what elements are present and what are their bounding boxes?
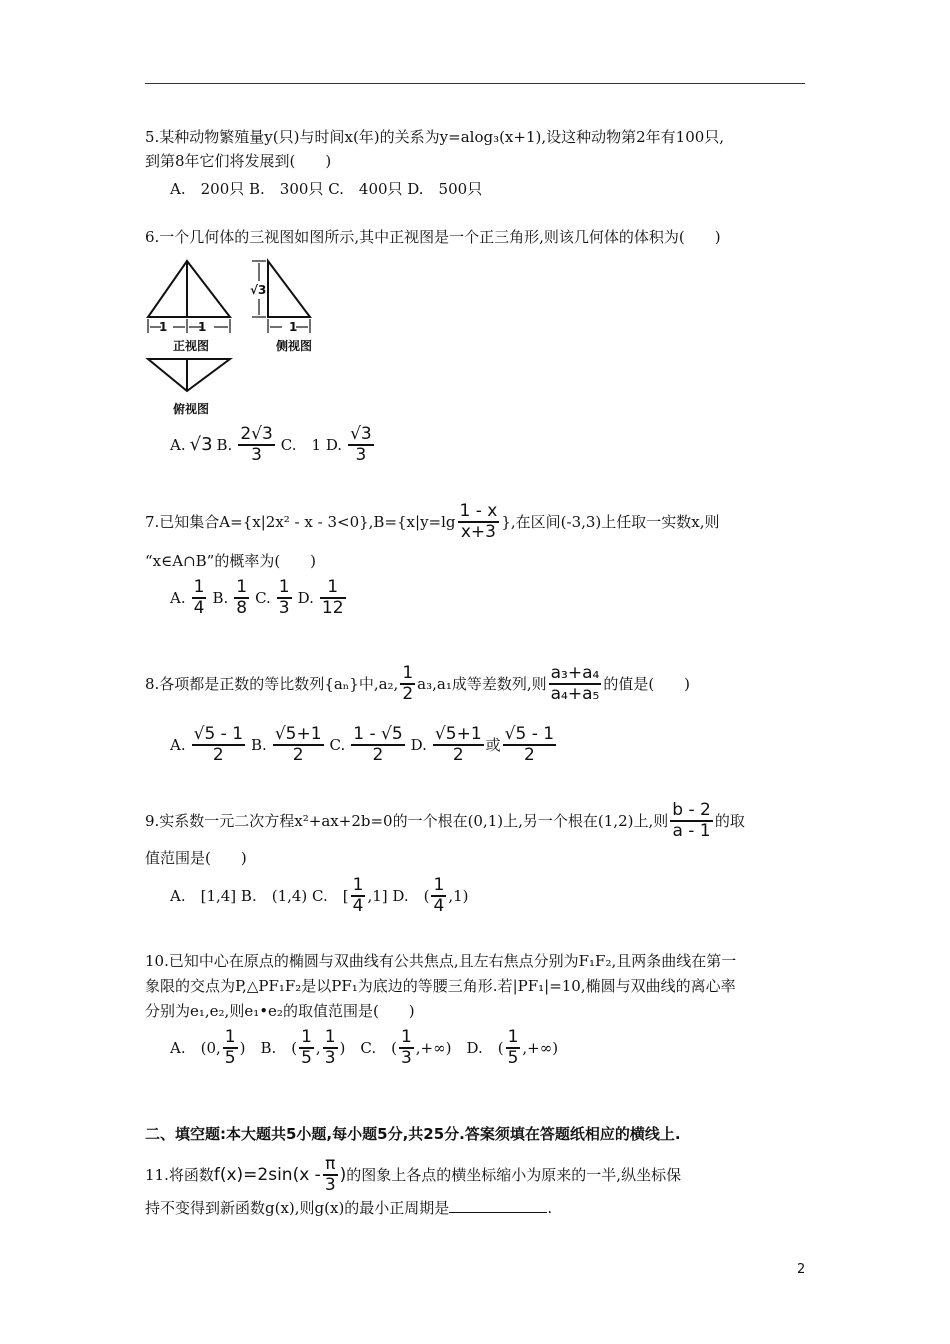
q11-stem-line1 bbox=[145, 1155, 681, 1195]
fraction-denominator: 5 bbox=[507, 1047, 519, 1068]
q8-option-d-or: 或 bbox=[485, 736, 501, 755]
fraction-denominator: 4 bbox=[193, 597, 205, 618]
fraction-denominator: 3 bbox=[324, 1174, 336, 1195]
page-number: 2 bbox=[797, 1262, 806, 1277]
fraction-denominator: 2 bbox=[452, 744, 464, 765]
fraction-numerator: 1 bbox=[324, 1027, 336, 1047]
q8-stem-c: 的值是( ) bbox=[603, 674, 691, 693]
q6-option-a-value: √3 bbox=[189, 434, 213, 456]
q7-option-c-fraction bbox=[277, 578, 292, 618]
fraction-denominator: 2 bbox=[212, 744, 224, 765]
q7-set-fraction bbox=[458, 502, 500, 542]
q10-option-b2-fraction bbox=[323, 1028, 338, 1068]
q8-option-a-label: A. bbox=[170, 735, 186, 754]
section-heading: 二、填空题:本大题共5小题,每小题5分,共25分.答案须填在答题纸相应的横线上. bbox=[145, 1125, 681, 1143]
q6-option-c-d-label: C. 1 D. bbox=[280, 436, 343, 455]
q9-option-d-tail: ,1) bbox=[448, 886, 469, 905]
q9-stem-b: 的取 bbox=[714, 811, 745, 830]
q8-option-d1-fraction bbox=[433, 725, 484, 765]
q11-stem-a: 11.将函数 bbox=[145, 1165, 214, 1184]
fraction-denominator: 4 bbox=[352, 895, 364, 916]
q9-option-a-b-c: A. [1,4] B. (1,4) C. [ bbox=[170, 887, 349, 906]
q7-stem-line1 bbox=[145, 502, 720, 542]
q10-stem-line3: 分别为e₁,e₂,则e₁•e₂的取值范围是( ) bbox=[145, 1002, 415, 1020]
fraction-denominator: 2 bbox=[372, 744, 384, 765]
q10-option-b-label: ) B. ( bbox=[239, 1039, 298, 1058]
top-view-label: 俯视图 bbox=[173, 402, 210, 416]
q7-option-c-label: C. bbox=[255, 588, 271, 607]
fraction-denominator: a - 1 bbox=[672, 820, 711, 841]
side-view-dimension bbox=[252, 261, 310, 333]
q10-options bbox=[170, 1028, 558, 1068]
q10-option-a-label: A. (0, bbox=[170, 1039, 221, 1058]
fraction-numerator: b - 2 bbox=[672, 800, 711, 820]
fraction-denominator: x+3 bbox=[460, 521, 496, 542]
fraction-numerator: 1 bbox=[278, 577, 290, 597]
q8-options bbox=[170, 725, 558, 765]
fraction-denominator: 3 bbox=[355, 444, 367, 465]
fraction-numerator: 1 bbox=[236, 577, 248, 597]
fraction-numerator: 1 - x bbox=[459, 501, 498, 521]
fraction-numerator: 1 bbox=[224, 1027, 236, 1047]
front-view-label: 正视图 bbox=[173, 339, 210, 353]
fraction-numerator: 1 bbox=[400, 1027, 412, 1047]
fraction-numerator: 1 bbox=[507, 1027, 519, 1047]
fraction-numerator: 1 bbox=[193, 577, 205, 597]
q11-pi-fraction bbox=[323, 1155, 338, 1195]
fraction-numerator: √5+1 bbox=[274, 724, 322, 744]
q10-option-d-label: ,+∞) D. ( bbox=[415, 1039, 504, 1058]
q11-stem-line2-text: 持不变得到新函数g(x),则g(x)的最小正周期是 bbox=[145, 1199, 450, 1217]
q10-option-d-tail: ,+∞) bbox=[522, 1038, 559, 1057]
q6-option-a-label: A. bbox=[170, 435, 186, 454]
fraction-denominator: 5 bbox=[224, 1047, 236, 1068]
three-view-figure bbox=[140, 255, 330, 417]
q5-options: A. 200只 B. 300只 C. 400只 D. 500只 bbox=[170, 180, 483, 198]
top-view bbox=[148, 359, 230, 391]
fraction-denominator: 8 bbox=[236, 597, 248, 618]
fraction-denominator: 2 bbox=[523, 744, 535, 765]
q10-option-b1-fraction bbox=[299, 1028, 314, 1068]
q9-option-c-fraction bbox=[351, 876, 366, 916]
q10-option-c-fraction bbox=[399, 1028, 414, 1068]
q8-ratio-fraction bbox=[549, 664, 602, 704]
q5-stem-line2: 到第8年它们将发展到( ) bbox=[145, 152, 332, 170]
fraction-denominator: 2 bbox=[292, 744, 304, 765]
fraction-denominator: 4 bbox=[433, 895, 445, 916]
q7-option-b-fraction bbox=[234, 578, 249, 618]
fraction-numerator: π bbox=[325, 1154, 336, 1174]
fraction-numerator: 1 bbox=[352, 875, 364, 895]
q10-stem-line1: 10.已知中心在原点的椭圆与双曲线有公共焦点,且左右焦点分别为F₁F₂,且两条曲线在第一 bbox=[145, 952, 737, 970]
fraction-numerator: a₃+a₄ bbox=[550, 663, 600, 683]
side-dim-label: 1 bbox=[289, 320, 298, 334]
fraction-denominator: 2 bbox=[402, 683, 414, 704]
fraction-numerator: √5 - 1 bbox=[193, 724, 244, 744]
q8-half-fraction bbox=[400, 664, 415, 704]
q8-option-d2-fraction bbox=[503, 725, 556, 765]
q11-stem-b: 的图象上各点的横坐标缩小为原来的一半,纵坐标保 bbox=[346, 1165, 682, 1184]
q9-stem-line1 bbox=[145, 801, 745, 841]
q6-option-d-fraction bbox=[348, 425, 374, 465]
fraction-numerator: 2√3 bbox=[240, 424, 273, 444]
side-height-label: √3 bbox=[250, 283, 267, 297]
fraction-denominator: 3 bbox=[400, 1047, 412, 1068]
fraction-denominator: a₄+a₅ bbox=[550, 683, 600, 704]
q10-option-b-comma: , bbox=[315, 1038, 321, 1057]
front-dim-label-2: 1 bbox=[198, 320, 207, 334]
q8-option-b-label: B. bbox=[251, 735, 267, 754]
q9-option-c-tail: ,1] D. ( bbox=[367, 887, 430, 906]
q9-option-d-fraction bbox=[431, 876, 446, 916]
q8-option-a-fraction bbox=[192, 725, 245, 765]
q8-option-c-fraction bbox=[351, 725, 404, 765]
fraction-numerator: √3 bbox=[350, 424, 372, 444]
q7-options bbox=[170, 578, 348, 618]
q11-stem-line2-end: . bbox=[547, 1199, 553, 1217]
q7-option-d-label: D. bbox=[297, 588, 314, 607]
q9-stem-a: 9.实系数一元二次方程x²+ax+2b=0的一个根在(0,1)上,另一个根在(1,2)上,则 bbox=[145, 811, 669, 830]
fraction-denominator: 3 bbox=[324, 1047, 336, 1068]
q10-option-a-fraction bbox=[223, 1028, 238, 1068]
fraction-numerator: √5 - 1 bbox=[504, 724, 555, 744]
side-view-label: 侧视图 bbox=[276, 339, 313, 353]
fraction-denominator: 12 bbox=[321, 597, 344, 618]
q11-function-close: ) bbox=[339, 1164, 347, 1185]
fraction-numerator: √5+1 bbox=[434, 724, 482, 744]
q8-option-b-fraction bbox=[273, 725, 324, 765]
q11-stem-line2 bbox=[145, 1198, 552, 1218]
fraction-denominator: 5 bbox=[301, 1047, 312, 1068]
q7-stem-a: 7.已知集合A={x|2x² - x - 3<0},B={x|y=lg bbox=[145, 512, 456, 531]
fraction-denominator: 3 bbox=[251, 444, 262, 465]
q9-stem-line2: 值范围是( ) bbox=[145, 849, 247, 867]
answer-blank[interactable] bbox=[449, 1198, 547, 1213]
q6-stem: 6.一个几何体的三视图如图所示,其中正视图是一个正三角形,则该几何体的体积为( ) bbox=[145, 228, 721, 246]
q6-option-b-label: B. bbox=[216, 435, 233, 454]
fraction-numerator: 1 bbox=[301, 1027, 312, 1047]
fraction-numerator: 1 bbox=[402, 663, 414, 683]
fraction-numerator: 1 bbox=[433, 875, 445, 895]
q7-option-d-fraction bbox=[320, 578, 346, 618]
q8-stem bbox=[145, 664, 690, 704]
q6-option-b-fraction bbox=[238, 425, 274, 465]
q7-option-a-fraction bbox=[192, 578, 207, 618]
q11-function: f(x)=2sin(x - bbox=[213, 1164, 321, 1185]
q7-stem-line2: “x∈A∩B”的概率为( ) bbox=[145, 552, 317, 570]
side-view bbox=[268, 261, 310, 317]
q10-stem-line2: 象限的交点为P,△PF₁F₂是以PF₁为底边的等腰三角形.若|PF₁|=10,椭圆与双曲线的离心率 bbox=[145, 977, 736, 995]
q6-options bbox=[170, 425, 376, 465]
header-rule bbox=[145, 83, 805, 84]
q7-option-a-label: A. bbox=[170, 588, 186, 607]
q8-option-d-label: D. bbox=[410, 735, 427, 754]
q8-stem-a: 8.各项都是正数的等比数列{aₙ}中,a₂, bbox=[145, 674, 399, 693]
q8-option-c-label: C. bbox=[329, 735, 346, 754]
front-dim-label-1: 1 bbox=[159, 320, 168, 334]
fraction-denominator: 3 bbox=[278, 597, 290, 618]
q10-option-c-label: ) C. ( bbox=[339, 1039, 397, 1058]
q7-option-b-label: B. bbox=[212, 588, 229, 607]
front-view bbox=[148, 261, 230, 317]
q10-option-d-fraction bbox=[506, 1028, 521, 1068]
q9-slope-fraction bbox=[670, 801, 713, 841]
fraction-numerator: 1 bbox=[327, 577, 339, 597]
fraction-numerator: 1 - √5 bbox=[353, 724, 403, 744]
q7-stem-b: },在区间(-3,3)上任取一实数x,则 bbox=[501, 512, 720, 531]
q9-options bbox=[170, 876, 468, 916]
q5-stem-line1: 5.某种动物繁殖量y(只)与时间x(年)的关系为y=alog₃(x+1),设这种动物第2年有100只, bbox=[145, 128, 725, 146]
q8-stem-b: a₃,a₁成等差数列,则 bbox=[417, 674, 547, 693]
